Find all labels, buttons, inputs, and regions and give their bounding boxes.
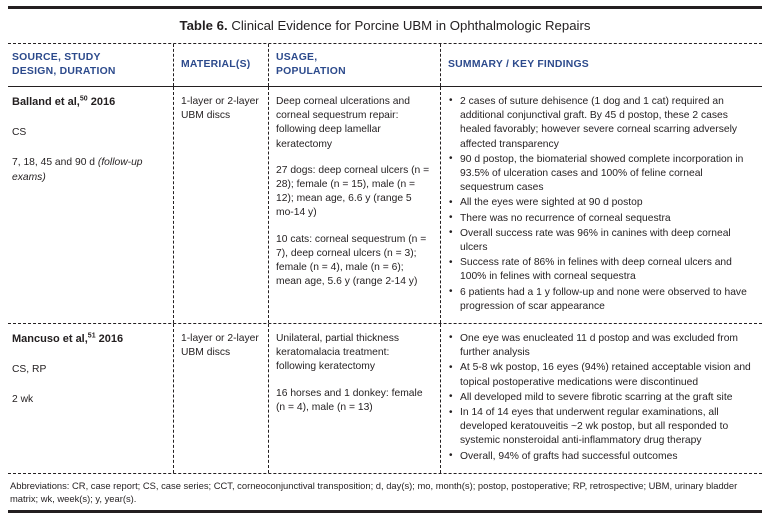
row-study-design: CS <box>12 127 27 139</box>
row-source-study: Mancuso et al, <box>12 332 88 345</box>
row-source-citation <box>12 332 165 347</box>
table-title-text: Clinical Evidence for Porcine UBM in Ophthalmologic Repairs <box>231 18 591 33</box>
row-duration <box>12 393 165 407</box>
row-source-cell <box>8 324 173 473</box>
row-summary-cell <box>440 87 762 323</box>
table-row <box>8 87 762 323</box>
footnote-label: Abbreviations: <box>10 479 70 491</box>
finding-item: • In 14 of 14 eyes that underwent regular examinations, all developed keratouveitis ~2 wk postop, but all responded to systemic nonsteroidal anti-inflammatory drug therapy <box>448 406 754 449</box>
finding-item: • All the eyes were sighted at 90 d postop <box>448 196 754 210</box>
table-title <box>8 9 762 43</box>
finding-item: • Overall success rate was 96% in canines with deep corneal ulcers <box>448 227 754 255</box>
row-material-cell <box>173 324 268 473</box>
row-usage-paragraph: Deep corneal ulcerations and corneal sequestrum repair: following deep lamellar keratectomy <box>276 95 410 150</box>
table-number-label: Table 6. <box>179 18 228 33</box>
column-header-summary-text: SUMMARY / KEY FINDINGS <box>448 58 589 70</box>
findings-list <box>448 95 754 314</box>
row-duration-note: (follow-up exams) <box>12 157 143 183</box>
row-summary-cell <box>440 324 762 473</box>
column-header-source-line1: SOURCE, STUDY <box>12 51 101 63</box>
table-row <box>8 324 762 473</box>
row-material-text: 1-layer or 2-layer UBM discs <box>181 95 259 122</box>
footnote-text: CR, case report; CS, case series; CCT, corneoconjunctival transposition; d, day(s); mo, month(s); postop, postoperative; RP, retrospective; UBM, urinary bladder matrix; wk, week(s); y, year(s). <box>10 479 738 505</box>
finding-item: • One eye was enucleated 11 d postop and was excluded from further analysis <box>448 332 754 360</box>
finding-item: • 90 d postop, the biomaterial showed complete incorporation in 93.5% of ulceration cases and 100% of feline corneal sequestrum cases <box>448 153 754 196</box>
finding-item: • At 5-8 wk postop, 16 eyes (94%) retained acceptable vision and topical postoperative medications were discontinued <box>448 361 754 389</box>
findings-list <box>448 332 754 464</box>
row-usage-paragraph: 27 dogs: deep corneal ulcers (n = 28); female (n = 15), male (n = 12); mean age, 6.6 y (range 5 mo-14 y) <box>276 164 430 219</box>
finding-item: • Overall, 94% of grafts had successful outcomes <box>448 450 754 464</box>
row-material-cell <box>173 87 268 323</box>
row-usage-cell <box>268 324 440 473</box>
column-header-material <box>173 44 268 86</box>
row-source-year: 2016 <box>98 332 124 345</box>
finding-item: • Success rate of 86% in felines with deep corneal ulcers and 100% in felines with corneal sequestra <box>448 256 754 284</box>
row-source-study: Balland et al, <box>12 95 80 108</box>
column-header-usage-line2: POPULATION <box>276 65 346 77</box>
row-usage-paragraph: Unilateral, partial thickness keratomalacia treatment: following keratectomy <box>276 332 400 373</box>
row-duration-text: 2 wk <box>12 394 34 406</box>
column-header-source-line2: DESIGN, DURATION <box>12 65 116 77</box>
row-source-reference: 51 <box>87 332 96 340</box>
table-container <box>0 6 770 504</box>
row-duration-text: 7, 18, 45 and 90 d <box>12 157 98 169</box>
row-source-citation <box>12 95 165 110</box>
row-material-text: 1-layer or 2-layer UBM discs <box>181 332 259 359</box>
finding-item: • 2 cases of suture dehisence (1 dog and 1 cat) required an additional conjunctival graft. By 45 d postop, these 2 cases healed favorably; however severe corneal scarring adversely affected transparency <box>448 95 754 152</box>
column-header-summary <box>440 44 762 86</box>
table-header-row <box>8 44 762 86</box>
column-header-material-text: MATERIAL(S) <box>181 58 251 70</box>
row-usage-paragraph: 16 horses and 1 donkey: female (n = 4), male (n = 13) <box>276 387 423 413</box>
column-header-source <box>8 44 173 86</box>
row-source-year: 2016 <box>90 95 116 108</box>
row-duration <box>12 156 165 184</box>
finding-item: • 6 patients had a 1 y follow-up and none were observed to have progression of scar appearance <box>448 286 754 314</box>
row-study-design: CS, RP <box>12 364 47 376</box>
finding-item: • There was no recurrence of corneal sequestra <box>448 212 754 226</box>
row-source-cell <box>8 87 173 323</box>
table-bottom-border <box>8 510 762 513</box>
row-usage-cell <box>268 87 440 323</box>
row-source-reference: 50 <box>79 95 88 103</box>
row-usage-paragraph: 10 cats: corneal sequestrum (n = 7), deep corneal ulcers (n = 3); female (n = 4), male (n = 6); mean age, 5.6 y (range 2-14 y) <box>276 233 427 288</box>
column-header-usage-line1: USAGE, <box>276 51 318 63</box>
column-header-usage <box>268 44 440 86</box>
table-footnote <box>8 474 762 506</box>
finding-item: • All developed mild to severe fibrotic scarring at the graft site <box>448 391 754 405</box>
